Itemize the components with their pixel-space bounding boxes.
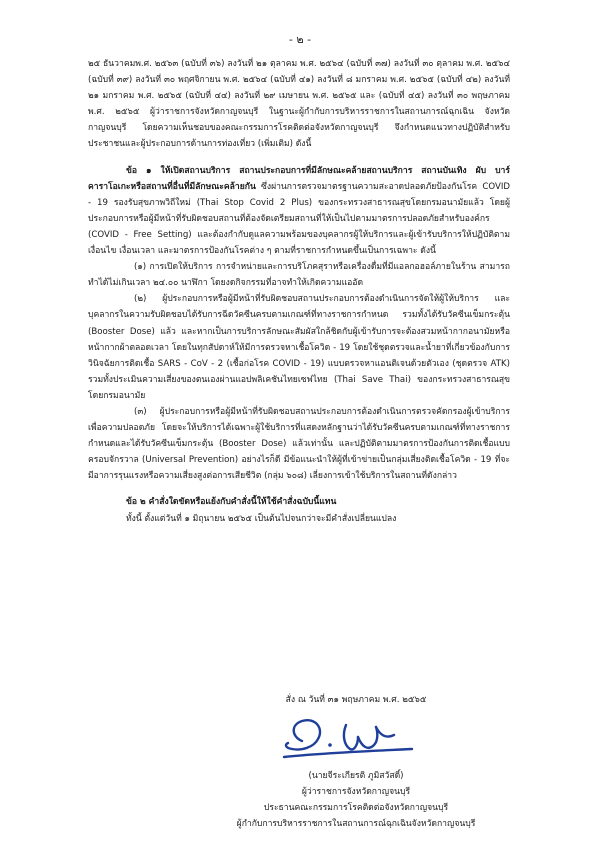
signer-title-1: ผู้ว่าราชการจังหวัดกาญจนบุรี [301,787,411,797]
signer-title-2: ประธานคณะกรรมการโรคติดต่อจังหวัดกาญจนบุรี [263,803,449,813]
signer-name: (นายจีระเกียรติ ภูมิสวัสดิ์) [308,771,404,781]
clause-1-item-3: (๓) ผู้ประกอบการหรือผู้มีหน้าที่รับผิดชอบสถานประกอบการต้องดำเนินการตรวจคัดกรองผู้เข้าบริการเพื่อความปลอดภัย โดยจะให้บริการได้เฉพาะผู้ใช้บริการที่แสดงหลักฐานว่าได้รับวัคซีนครบตามเกณฑ์ที่ทางราชการกำหนดและได้รับวัคซีนเข็มกระตุ้น (Booster Dose) แล้วเท่านั้น และปฏิบัติตามมาตรการป้องกันการติดเชื้อแบบครอบจักรวาล (Universal Prevention) อย่างไรก็ดี มีข้อแนะนำให้ผู้ที่เข้าข่ายเป็นกลุ่มเสี่ยงติดเชื้อโควิด - 19 ที่จะมีอาการรุนแรงหรือความเสี่ยงสูงต่อการเสียชีวิต (กลุ่ม ๖๐๘) เลี่ยงการเข้าใช้บริการในสถานที่ดังกล่าว [88,406,510,482]
page-number: - ๒ - [288,33,312,46]
signature [262,705,432,765]
signer-title-3: ผู้กำกับการบริหารราชการในสถานการณ์ฉุกเฉินจังหวัดกาญจนบุรี [236,819,476,829]
clause-1-item-2: (๒) ผู้ประกอบการหรือผู้มีหน้าที่รับผิดชอบสถานประกอบการต้องดำเนินการจัดให้ผู้ให้บริการ และบุคลากรในความรับผิดชอบได้รับการฉีดวัคซีนครบตามเกณฑ์ที่ทางราชการกำหนด รวมทั้งได้รับวัคซีนเข็มกระตุ้น (Booster Dose) แล้ว และหากเป็นการบริการลักษณะสัมผัสใกล้ชิดกับผู้เข้ารับการจะต้องสวมหน้ากากอนามัยหรือหน้ากากผ้าตลอดเวลา โดยในทุกสัปดาห์ให้มีการตรวจหาเชื้อโควิด - 19 โดยใช้ชุดตรวจและน้ำยาที่เกี่ยวข้องกับการวินิจฉัยการติดเชื้อ SARS - CoV - 2 (เชื้อก่อโรค COVID - 19) แบบตรวจหาแอนติเจนด้วยตัวเอง (ชุดตรวจ ATK) รวมทั้งประเมินความเสี่ยงของตนเองผ่านแอปพลิเคชันไทยเซฟไทย (Thai Save Thai) ของกระทรวงสาธารณสุขโดยกรมอนามัย [88,294,510,401]
clause-2-heading: ข้อ ๒ คำสั่งใดขัดหรือแย้งกับคำสั่งนี้ให้ใช้คำสั่งฉบับนี้แทน [126,497,337,508]
clause-1 [88,163,510,260]
document-body [88,56,510,527]
clause-1-body: ซึ่งผ่านการตรวจมาตรฐานความสะอาดปลอดภัยป้องกันโรค COVID - 19 รองรับสุขภาพวิถีใหม่ (Thai Stop Covid 2 Plus) ของกระทรวงสาธารณสุขโดยกรมอนามัยแล้ว โดยผู้ประกอบการหรือผู้มีหน้าที่รับผิดชอบสถานที่ต้องจัดเตรียมสถานที่ให้เป็นไปตามมาตรการปลอดภัยสำหรับองค์กร (COVID - Free Setting) และต้องกำกับดูแลความพร้อมของบุคลากรผู้ให้บริการและผู้เข้ารับบริการให้ปฏิบัติตามเงื่อนไข เงื่อนเวลา และมาตรการป้องกันโรคต่าง ๆ ตามที่ราชการกำหนดขึ้นเป็นการเฉพาะ ดังนี้ [88,181,510,257]
clause-2 [88,494,510,510]
clause-1-item-1: (๑) การเปิดให้บริการ การจำหน่ายและการบริโภคสุราหรือเครื่องดื่มที่มีแอลกอฮอล์ภายในร้าน สามารถทำได้ไม่เกินเวลา ๒๔.๐๐ นาฬิกา โดยงดกิจกรรมที่อาจทำให้เกิดความแออัด [88,262,510,289]
effective-date: ทั้งนี้ ตั้งแต่วันที่ ๑ มิถุนายน ๒๕๖๕ เป็นต้นไปจนกว่าจะมีคำสั่งเปลี่ยนแปลง [126,513,397,524]
order-date: สั่ง ณ วันที่ ๓๑ พฤษภาคม พ.ศ. ๒๕๖๕ [285,695,427,705]
intro-paragraph: ๒๕ ธันวาคมพ.ศ. ๒๕๖๓ (ฉบับที่ ๓๖) ลงวันที่ ๒๑ ตุลาคม พ.ศ. ๒๕๖๔ (ฉบับที่ ๓๗) ลงวันที่ ๓๐ ตุลาคม พ.ศ. ๒๕๖๔ (ฉบับที่ ๓๙) ลงวันที่ ๓๐ พฤศจิกายน พ.ศ. ๒๕๖๔ (ฉบับที่ ๔๑) ลงวันที่ ๘ มกราคม พ.ศ. ๒๕๖๕ (ฉบับที่ ๔๒) ลงวันที่ ๒๑ มกราคม พ.ศ. ๒๕๖๕ (ฉบับที่ ๔๔) ลงวันที่ ๒๙ เมษายน พ.ศ. ๒๕๖๕ และ (ฉบับที่ ๔๕) ลงวันที่ ๓๐ พฤษภาคม พ.ศ. ๒๕๖๕ ผู้ว่าราชการจังหวัดกาญจนบุรี ในฐานะผู้กำกับการบริหารราชการในสถานการณ์ฉุกเฉิน จังหวัดกาญจนบุรี โดยความเห็นชอบของคณะกรรมการโรคติดต่อจังหวัดกาญจนบุรี จึงกำหนดแนวทางปฏิบัติสำหรับประชาชนและผู้ประกอบการด้านการท่องเที่ยว (เพิ่มเติม) ดังนี้ [88,59,510,150]
clause-1-heading: ข้อ ๑ ให้เปิดสถานบริการ สถานประกอบการที่มีลักษณะคล้ายสถานบริการ สถานบันเทิง ผับ บาร์ คาราโอเกะหรือสถานที่อื่นที่มีลักษณะคล้ายกัน [88,165,510,192]
